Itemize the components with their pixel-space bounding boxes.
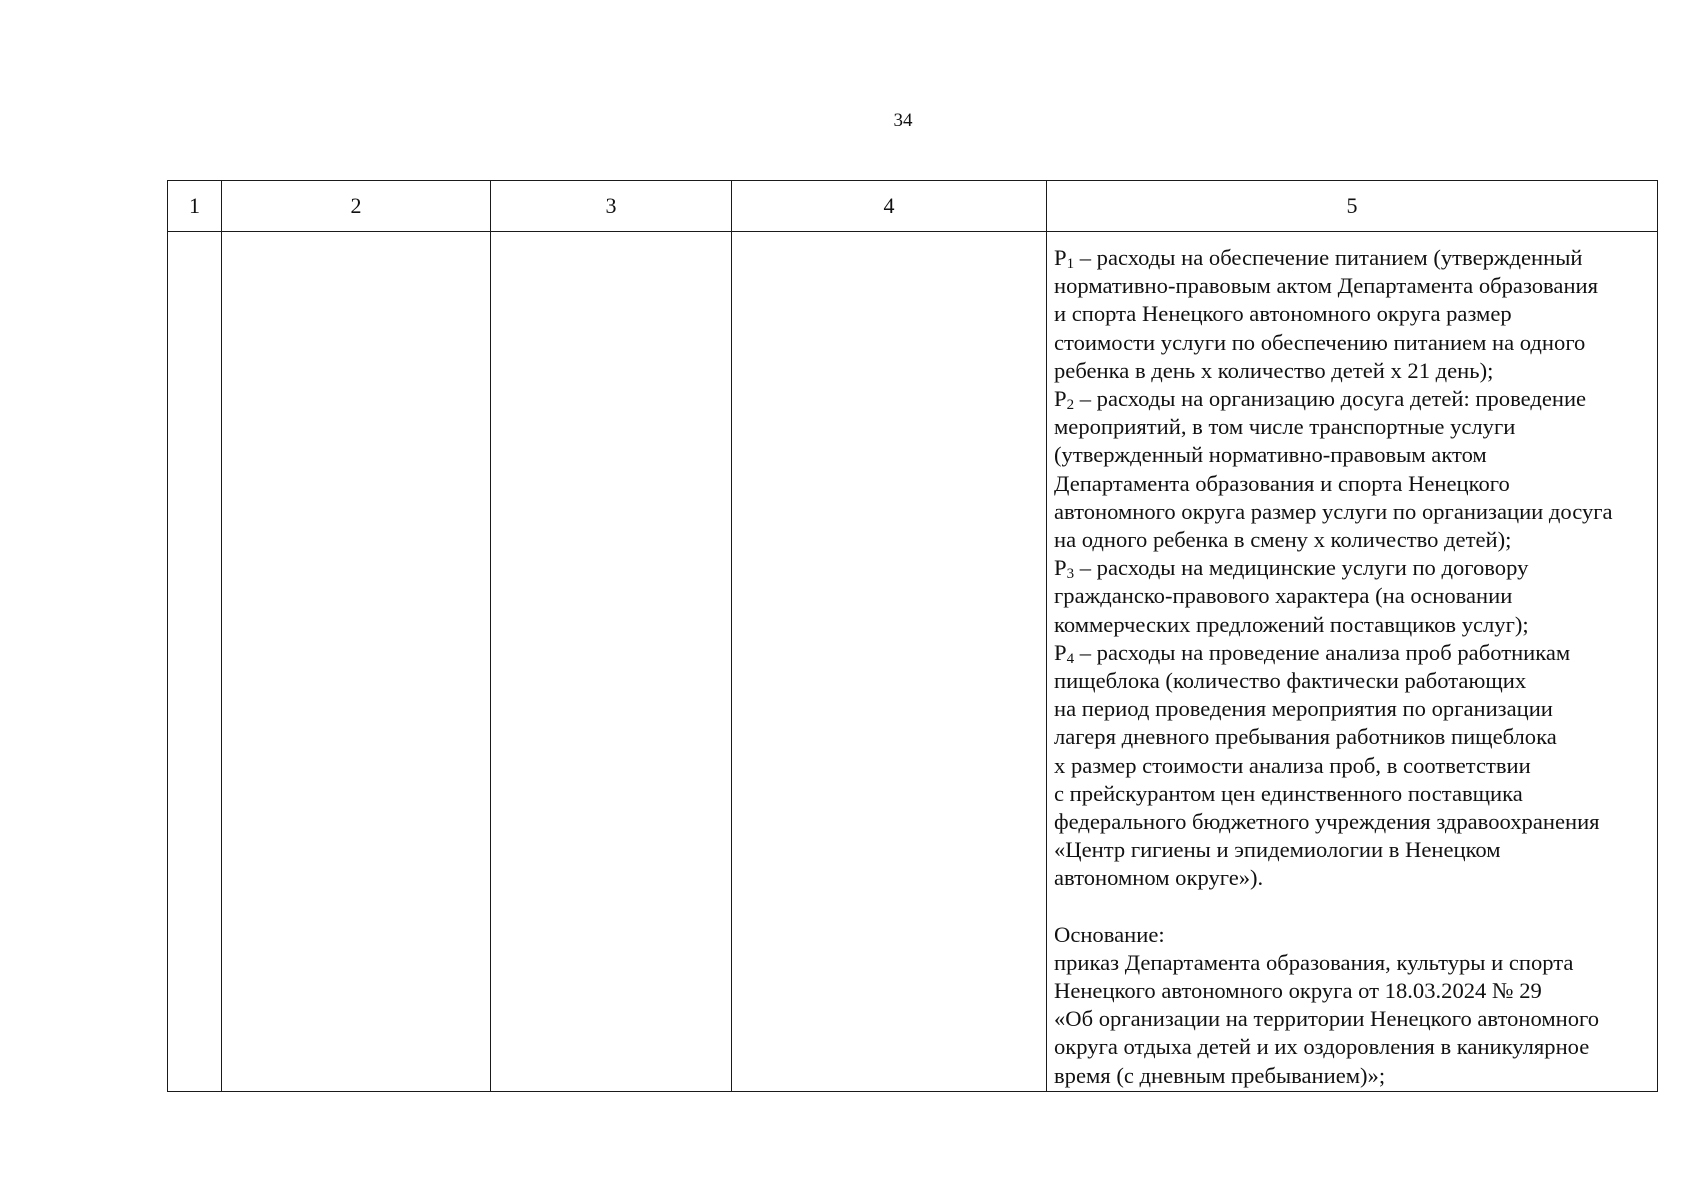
page-number: 34 [893,110,913,131]
expense-item-p2: $P_2$ – расходы на организацию досуга детей: проведение мероприятий, в том числе транспортные услуги (утвержденный нормативно-правовым актом Департамента образования и спорта Ненецкого автономного округа размер услуги по организации досуга на одного ребенка в смену х количество детей); [1054,386,1613,553]
expense-item-p1: $P_1$ – расходы на обеспечение питанием (утвержденный нормативно-правовым актом Департамента образования и спорта Ненецкого автономного округа размер стоимости услуги по обеспечению питанием на одного ребенка в день х количество детей х 21 день); [1054,245,1599,383]
column-header-2: 2 [222,181,491,232]
cell-col-2 [222,232,491,1092]
column-header-3: 3 [491,181,732,232]
column-header-5: 5 [1047,181,1658,232]
table-row [168,232,1658,1092]
cell-col-3 [491,232,732,1092]
expense-item-p4: $P_4$ – расходы на проведение анализа проб работникам пищеблока (количество фактически работающих на период проведения мероприятия по организации лагеря дневного пребывания работников пищеблока х размер стоимости анализа проб, в соответствии с прейскурантом цен единственного поставщика федерального бюджетного учреждения здравоохранения «Центр гигиены и эпидемиологии в Ненецком автономном округе»). [1054,639,1600,891]
table-header-row [168,181,1658,232]
basis-text: приказ Департамента образования, культуры и спорта Ненецкого автономного округа от 18.03.2024 № 29 «Об организации на территории Ненецкого автономного округа отдыха детей и их оздоровления в каникулярное время (с дневным пребыванием)»; [1054,949,1600,1088]
cell-col-4 [732,232,1047,1092]
basis-label: Основание: [1054,921,1165,947]
expense-item-p3: $P_3$ – расходы на медицинские услуги по договору гражданско-правового характера (на основании коммерческих предложений поставщиков услуг); [1054,555,1529,637]
document-table [167,180,1658,1092]
column-header-1: 1 [168,181,222,232]
column-header-4: 4 [732,181,1047,232]
cell-col-5 [1047,232,1658,1092]
cell-col-1 [168,232,222,1092]
paragraph-spacer [1054,893,1649,921]
